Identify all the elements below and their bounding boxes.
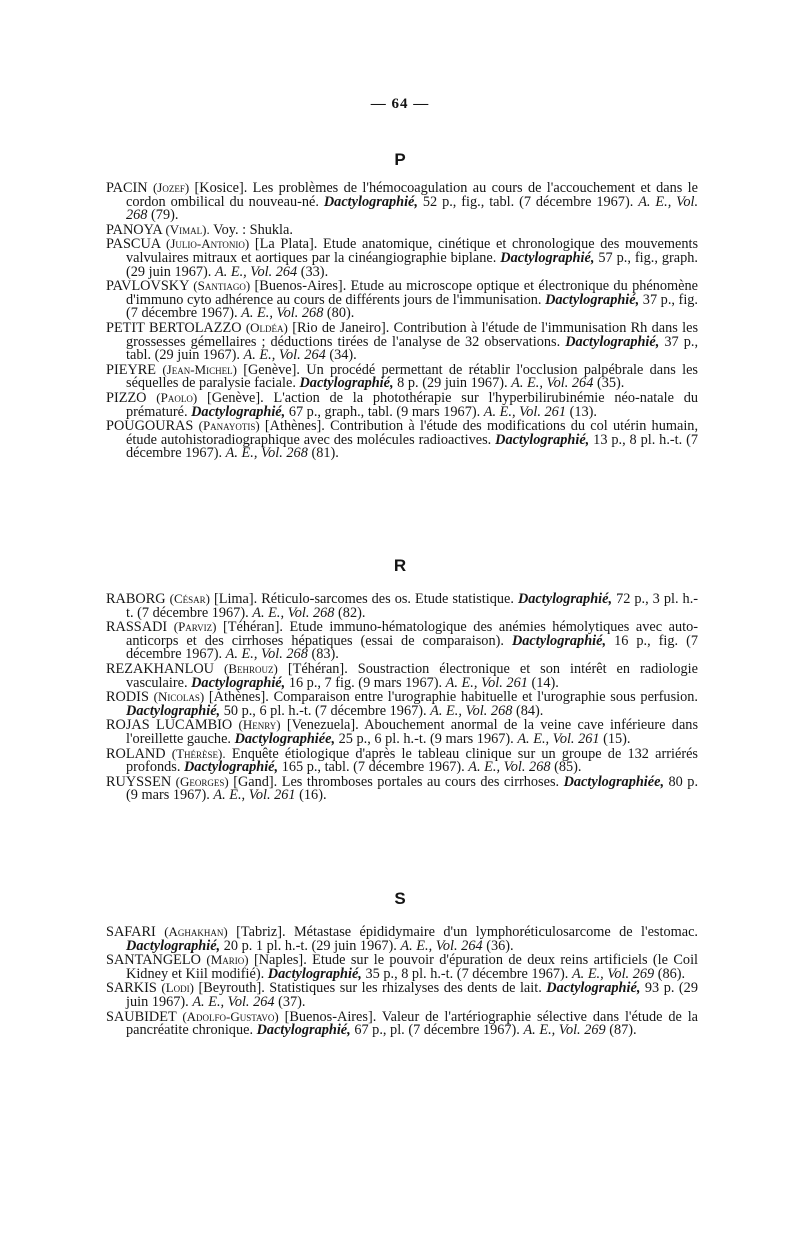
entry-number: (35). <box>596 375 625 392</box>
author-given-name: (César) <box>169 591 210 606</box>
bibliography-entry <box>106 279 698 321</box>
publication-details: 35 p., 8 pl. h.-t. (7 décembre 1967). <box>365 965 569 982</box>
bibliography-entry <box>106 718 698 746</box>
section-letter-r: R <box>393 556 407 575</box>
publication-type: Dactylographiée, <box>234 730 336 747</box>
author-surname: SARKIS <box>106 980 157 997</box>
volume-reference: A. E., Vol. 264 <box>192 993 275 1010</box>
publication-details: 57 p., fig., graph. (29 juin 1967). <box>126 249 699 280</box>
author-given-name: (Julio-Antonio) <box>165 236 250 252</box>
section-s-entries <box>106 925 698 1038</box>
entry-title: [Athènes]. Contribution à l'étude des modifications du col utérin humain, étude autohistoradiographique avec des molécules radioactives. <box>126 418 699 448</box>
author-given-name: (Paolo) <box>156 389 198 405</box>
author-surname: PETIT BERTOLAZZO <box>106 319 242 336</box>
author-surname: PIZZO <box>106 389 147 406</box>
publication-details: 165 p., tabl. (7 décembre 1967). <box>281 759 465 776</box>
volume-reference: A. E., Vol. 264 <box>511 375 594 392</box>
publication-type: Dactylographié, <box>500 249 595 266</box>
publication-details: 50 p., 6 pl. h.-t. (7 décembre 1967). <box>223 702 427 719</box>
entry-number: (37). <box>278 993 306 1010</box>
publication-details: 80 p. (9 mars 1967). <box>126 773 699 804</box>
author-given-name: (Mario) <box>206 952 249 968</box>
bibliography-entry <box>106 391 698 419</box>
entry-title: [Genève]. L'action de la photothérapie sur l'hyperbilirubinémie néo-natale du prématuré. <box>126 389 699 420</box>
publication-type: Dactylographié, <box>545 291 640 308</box>
entry-title: Voy. : Shukla. <box>213 221 293 238</box>
publication-type: Dactylographié, <box>267 965 362 982</box>
publication-details: 16 p., 7 fig. (9 mars 1967). <box>288 674 443 691</box>
publication-details: 37 p., tabl. (29 juin 1967). <box>126 333 699 364</box>
volume-reference: A. E., Vol. 268 <box>225 445 308 462</box>
publication-details: 8 p. (29 juin 1967). <box>397 375 508 392</box>
publication-details: 52 p., fig., tabl. (7 décembre 1967). <box>422 193 634 210</box>
entry-title: [Téhéran]. Soustraction électronique et son intérêt en radiologie vasculaire. <box>126 660 698 691</box>
author-given-name: (Nicolas) <box>153 689 205 705</box>
bibliography-entry <box>106 775 698 803</box>
author-surname: SANTANGELO <box>106 952 201 969</box>
bibliography-entry <box>106 662 698 690</box>
entry-number: (81). <box>311 445 339 462</box>
author-given-name: (Jozef) <box>152 180 190 195</box>
author-given-name: (Oldéa) <box>245 319 288 335</box>
publication-type: Dactylographié, <box>511 632 607 649</box>
publication-type: Dactylographié, <box>299 375 394 392</box>
entry-title: [La Plata]. Etude anatomique, cinétique et chronologique des mouvements valvulaires mitraux et aortiques par la cinéangiographie biplane. <box>126 236 699 266</box>
author-surname: PIEYRE <box>106 361 157 378</box>
volume-reference: A. E., Vol. 268 <box>241 305 324 322</box>
volume-reference: A. E., Vol. 268 <box>430 702 513 719</box>
author-surname: PANOYA <box>106 221 162 238</box>
author-given-name: (Parviz) <box>173 619 217 635</box>
volume-reference: A. E., Vol. 268 <box>126 193 699 224</box>
entry-title: [Lima]. Réticulo-sarcomes des os. Etude statistique. <box>213 591 514 607</box>
publication-type: Dactylographié, <box>517 591 613 607</box>
publication-type: Dactylographiée, <box>563 773 665 790</box>
publication-details: 37 p., fig. (7 décembre 1967). <box>126 291 699 322</box>
entry-title: [Kosice]. Les problèmes de l'hémocoagulation au cours de l'accouchement et dans le cordon ombilical du nouveau-né. <box>126 180 699 210</box>
entry-number: (15). <box>603 730 631 747</box>
author-surname: RASSADI <box>106 619 168 636</box>
entry-title: [Genève]. Un procédé permettant de rétablir l'occlusion palpébrale dans les séquelles de paralysie faciale. <box>126 361 699 392</box>
publication-details: 25 p., 6 pl. h.-t. (9 mars 1967). <box>338 730 514 747</box>
entry-number: (83). <box>311 646 339 663</box>
volume-reference: A. E., Vol. 269 <box>523 1022 606 1039</box>
publication-type: Dactylographié, <box>183 759 279 776</box>
author-given-name: (Behrouz) <box>224 660 278 676</box>
entry-number: (84). <box>515 702 544 719</box>
volume-reference: A. E., Vol. 261 <box>213 787 296 804</box>
section-letter-p: P <box>394 150 406 169</box>
publication-details: 13 p., 8 pl. h.-t. (7 décembre 1967). <box>126 431 699 462</box>
entry-number: (79). <box>151 207 179 224</box>
author-surname: ROJAS LUCAMBIO <box>106 717 233 734</box>
author-surname: SAUBIDET <box>106 1008 177 1025</box>
entry-number: (36). <box>486 937 514 954</box>
bibliography-entry <box>106 747 698 775</box>
author-surname: RUYSSEN <box>106 773 172 790</box>
author-given-name: (Lodi) <box>161 980 194 996</box>
author-surname: RODIS <box>106 689 149 706</box>
bibliography-entry <box>106 690 698 718</box>
section-p-entries <box>106 181 698 461</box>
volume-reference: A. E., Vol. 268 <box>468 759 551 776</box>
author-surname: RABORG <box>106 591 166 607</box>
entry-title: [Buenos-Aires]. Etude au microscope optique et électronique du phénomène d'immuno cyto adhérence au cours de différents jours de l'immunisation. <box>126 278 698 308</box>
entry-number: (16). <box>299 787 327 804</box>
bibliography-entry <box>106 1010 698 1038</box>
volume-reference: A. E., Vol. 261 <box>483 403 566 420</box>
bibliography-entry <box>106 363 698 391</box>
author-surname: PASCUA <box>106 236 161 253</box>
volume-reference: A. E., Vol. 264 <box>243 347 326 364</box>
entry-number: (82). <box>338 604 366 621</box>
entry-number: (85). <box>554 759 582 776</box>
entry-title: Enquête étiologique d'après le tableau clinique sur un groupe de 132 arriérés profonds. <box>126 745 698 776</box>
entry-title: [Gand]. Les thromboses portales au cours des cirrhoses. <box>233 773 560 790</box>
entry-number: (33). <box>300 263 329 280</box>
author-given-name: (Adolfo-Gustavo) <box>182 1008 279 1024</box>
volume-reference: A. E., Vol. 269 <box>571 965 655 982</box>
entry-title: [Rio de Janeiro]. Contribution à l'étude de l'immunisation Rh dans les grossesses gémellaires ; déductions tirées de l'analyse de 32 observations. <box>126 319 699 350</box>
entry-title: [Beyrouth]. Statistiques sur les rhizalyses des dents de lait. <box>198 980 542 997</box>
author-given-name: (Aghakhan) <box>164 924 228 939</box>
volume-reference: A. E., Vol. 264 <box>400 937 483 954</box>
author-surname: SAFARI <box>106 924 156 940</box>
bibliography-entry <box>106 237 698 279</box>
entry-number: (86). <box>657 965 686 982</box>
volume-reference: A. E., Vol. 268 <box>225 646 308 663</box>
publication-details: 67 p., pl. (7 décembre 1967). <box>354 1022 520 1039</box>
author-given-name: (Henry) <box>238 717 281 733</box>
entry-number: (14). <box>531 674 559 691</box>
bibliography-entry <box>106 223 698 238</box>
author-surname: ROLAND <box>106 745 166 762</box>
volume-reference: A. E., Vol. 261 <box>517 730 600 747</box>
volume-reference: A. E., Vol. 264 <box>214 263 298 280</box>
author-surname: PAVLOVSKY <box>106 278 189 295</box>
entry-number: (34). <box>329 347 357 364</box>
publication-type: Dactylographié, <box>126 702 221 719</box>
author-surname: REZAKHANLOU <box>106 660 215 677</box>
section-r-entries <box>106 592 698 803</box>
bibliography-entry <box>106 953 698 981</box>
publication-type: Dactylographié, <box>191 403 286 420</box>
page-number: — 64 — <box>370 96 430 112</box>
section-letter-s: S <box>394 889 406 908</box>
publication-type: Dactylographié, <box>126 937 221 954</box>
author-given-name: (Thérèse). <box>171 745 226 761</box>
volume-reference: A. E., Vol. 261 <box>445 674 528 691</box>
publication-type: Dactylographié, <box>256 1022 351 1039</box>
bibliography-entry <box>106 321 698 363</box>
entry-number: (87). <box>609 1022 637 1039</box>
entry-title: [Tabriz]. Métastase épididymaire d'un lymphoréticulosarcome de l'estomac. <box>236 924 698 940</box>
bibliography-entry <box>106 419 698 461</box>
publication-type: Dactylographié, <box>565 333 660 350</box>
entry-title: [Naples]. Etude sur le pouvoir d'épuration de deux reins artificiels (le Coil Kidney et Kiil modifié). <box>126 952 699 982</box>
entry-number: (80). <box>326 305 355 322</box>
author-given-name: (Georges) <box>175 773 229 789</box>
bibliography-entry <box>106 925 698 953</box>
entry-title: [Téhéran]. Etude immuno-hématologique des anémies hémolytiques avec auto-anticorps et des cirrhoses hépatiques (essai de comparaison). <box>126 619 699 649</box>
entry-title: [Buenos-Aires]. Valeur de l'artériographie sélective dans l'étude de la pancréatite chronique. <box>126 1008 699 1039</box>
publication-type: Dactylographié, <box>495 431 590 448</box>
publication-type: Dactylographié, <box>323 193 418 210</box>
publication-details: 16 p., fig. (7 décembre 1967). <box>126 632 699 663</box>
author-given-name: (Jean-Michel) <box>162 361 237 377</box>
entry-number: (13). <box>569 403 597 420</box>
volume-reference: A. E., Vol. 268 <box>252 604 335 621</box>
author-surname: PACIN <box>106 180 148 196</box>
author-given-name: (Panayotis) <box>198 418 260 434</box>
bibliography-entry <box>106 181 698 223</box>
publication-type: Dactylographié, <box>191 674 286 691</box>
publication-details: 72 p., 3 pl. h.-t. (7 décembre 1967). <box>126 591 699 621</box>
author-given-name: (Santiago) <box>193 278 251 294</box>
author-given-name: (Vimal). <box>165 221 210 237</box>
entry-title: [Athènes]. Comparaison entre l'urographie habituelle et l'urographie sous perfusion. <box>208 689 698 706</box>
author-surname: POUGOURAS <box>106 418 194 435</box>
bibliography-entry <box>106 620 698 662</box>
publication-type: Dactylographié, <box>546 980 641 997</box>
bibliography-entry <box>106 981 698 1009</box>
bibliography-entry <box>106 592 698 620</box>
entry-title: [Venezuela]. Abouchement anormal de la veine cave inférieure dans l'oreillette gauche. <box>126 717 699 747</box>
publication-details: 67 p., graph., tabl. (9 mars 1967). <box>288 403 481 420</box>
publication-details: 20 p. 1 pl. h.-t. (29 juin 1967). <box>223 937 397 954</box>
publication-details: 93 p. (29 juin 1967). <box>126 980 698 1010</box>
